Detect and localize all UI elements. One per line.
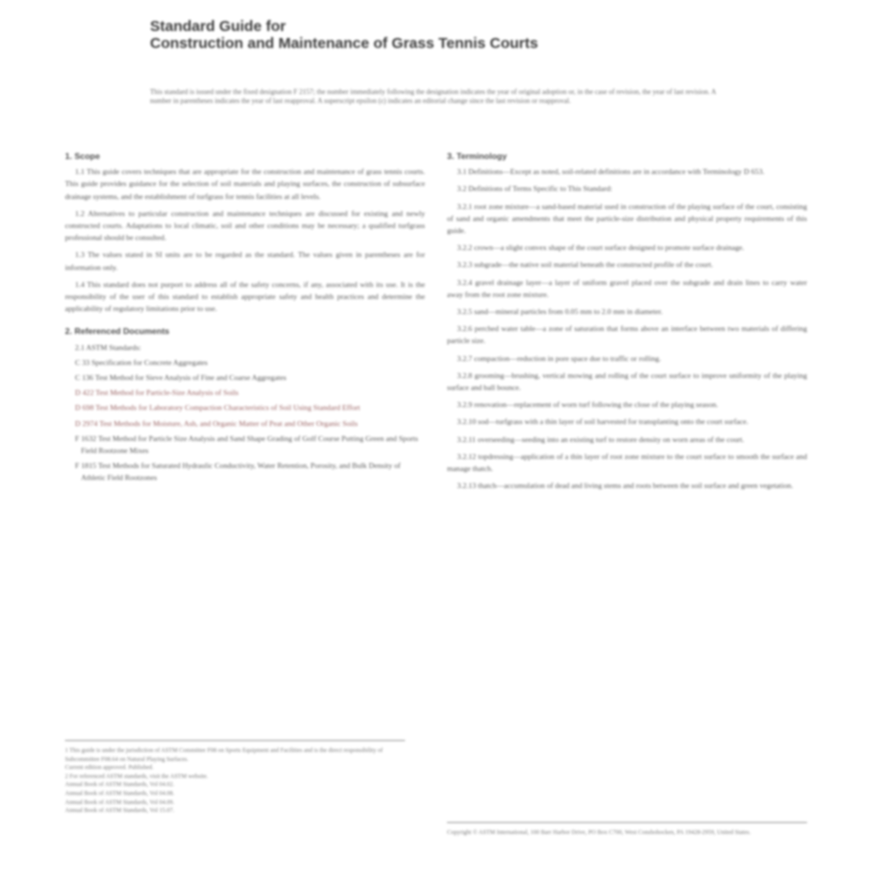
left-column [65, 150, 425, 488]
footnote: 1 This guide is under the jurisdiction of ASTM Committee F08 on Sports Equipment and Facilities and is the direct responsibility of Subcommittee F08.64 on Natural Playing Surfaces. [65, 748, 383, 763]
footnotes-left [65, 740, 405, 816]
terminology-paragraph: 3.2.9 renovation—replacement of worn turf following the close of the playing season. [457, 400, 719, 410]
terminology-paragraph: 3.2.6 perched water table—a zone of saturation that forms above an interface between two materials of differing particle size. [447, 324, 807, 346]
footnote: Annual Book of ASTM Standards, Vol 04.02. [65, 782, 175, 789]
terminology-paragraph: 3.2.8 grooming—brushing, vertical mowing and rolling of the court surface to improve uniformity of the playing surface and ball bounce. [447, 370, 807, 393]
scope-heading: 1. Scope [65, 151, 100, 161]
reference-item: F 1632 Test Method for Particle Size Analysis and Sand Shape Grading of Golf Course Putting Green and Sports Field Rootzone Mixes [75, 433, 419, 456]
terminology-paragraph: 3.1 Definitions—Except as noted, soil-related definitions are in accordance with Terminology D 653. [457, 167, 765, 177]
reference-item: D 2974 Test Methods for Moisture, Ash, and Organic Matter of Peat and Other Organic Soils [75, 418, 358, 428]
title-block [150, 18, 730, 52]
footnotes-right [447, 822, 807, 838]
terminology-paragraph: 3.2.13 thatch—accumulation of dead and living stems and roots between the soil surface and green vegetation. [457, 481, 794, 491]
terminology-paragraph: 3.2.5 sand—mineral particles from 0.05 mm to 2.0 mm in diameter. [457, 307, 663, 317]
abstract-paragraph: This standard is issued under the fixed designation F 2157; the number immediately following the designation indicates the year of original adoption or, in the case of revision, the year of last revision. A number in parentheses indicates the year of last reapproval. A superscript epsilon (ε) indicates an editorial change since the last revision or reapproval. [150, 88, 716, 105]
terminology-paragraph: 3.2.4 gravel drainage layer—a layer of uniform gravel placed over the subgrade and drain lines to carry water away from the root zone mixture. [447, 277, 807, 299]
terminology-paragraph: 3.2.1 root zone mixture—a sand-based material used in construction of the playing surface of the court, consisting of sand and organic amendments that meet the particle-size distribution and physical property requirements of this guide. [447, 201, 807, 236]
reference-item: D 698 Test Methods for Laboratory Compaction Characteristics of Soil Using Standard Effort [75, 403, 361, 413]
terminology-paragraph: 3.2.2 crown—a slight convex shape of the court surface designed to promote surface drainage. [457, 243, 745, 253]
terminology-paragraph: 3.2.7 compaction—reduction in pore space due to traffic or rolling. [457, 353, 661, 363]
referenced-documents-heading: 2. Referenced Documents [65, 326, 170, 337]
scope-paragraph: 1.2 Alternatives to particular construction and maintenance techniques are discussed for existing and newly constructed courts. Adaptations to local climatic, soil and other conditions may be necessary; a qualified turfgrass professional should be consulted. [65, 208, 425, 243]
reference-item: C 33 Specification for Concrete Aggregates [75, 357, 208, 367]
footnote: Annual Book of ASTM Standards, Vol 15.07. [65, 808, 175, 815]
document-title-line-2: Construction and Maintenance of Grass Tennis Courts [150, 35, 539, 52]
footnote: Current edition approved. Published. [65, 765, 154, 772]
terminology-paragraph: 3.2.10 sod—turfgrass with a thin layer of soil harvested for transplanting onto the court surface. [457, 417, 749, 427]
document-title-line-1: Standard Guide for [150, 18, 286, 35]
terminology-paragraph: 3.2 Definitions of Terms Specific to This Standard: [457, 184, 613, 194]
footnote: Annual Book of ASTM Standards, Vol 04.09. [65, 799, 175, 806]
reference-item: D 422 Test Method for Particle-Size Analysis of Soils [75, 388, 239, 398]
right-column [447, 150, 807, 497]
scope-paragraph: 1.4 This standard does not purport to address all of the safety concerns, if any, associated with its use. It is the responsibility of the user of this standard to establish appropriate safety and health practices and determine the applicability of regulatory limitations prior to use. [65, 279, 425, 314]
scope-paragraph: 1.1 This guide covers techniques that are appropriate for the construction and maintenance of grass tennis courts. This guide provides guidance for the selection of soil materials and playing surfaces, the construction of subsurface drainage systems, and the establishment of turfgrass for tennis facilities at all levels. [65, 167, 425, 201]
reference-item: F 1815 Test Methods for Saturated Hydraulic Conductivity, Water Retention, Porosity, and Bulk Density of Athletic Field Rootzones [75, 461, 401, 483]
reference-item: C 136 Test Method for Sieve Analysis of Fine and Coarse Aggregates [75, 373, 287, 383]
scope-paragraph: 1.3 The values stated in SI units are to be regarded as the standard. The values given in parentheses are for information only. [65, 250, 425, 272]
terminology-heading: 3. Terminology [447, 151, 507, 161]
footnote: Annual Book of ASTM Standards, Vol 04.08. [65, 790, 175, 797]
footnote: Copyright © ASTM International, 100 Barr Harbor Drive, PO Box C700, West Conshohocken, PA 19428-2959, United States. [447, 830, 751, 836]
reference-item: 2.1 ASTM Standards: [75, 342, 142, 352]
terminology-paragraph: 3.2.12 topdressing—application of a thin layer of root zone mixture to the court surface to smooth the surface and manage thatch. [447, 451, 807, 474]
terminology-paragraph: 3.2.3 subgrade—the native soil material beneath the constructed profile of the court. [457, 260, 713, 270]
footnote: 2 For referenced ASTM standards, visit the ASTM website. [65, 773, 208, 780]
terminology-paragraph: 3.2.11 overseeding—seeding into an existing turf to restore density on worn areas of the court. [457, 434, 745, 444]
